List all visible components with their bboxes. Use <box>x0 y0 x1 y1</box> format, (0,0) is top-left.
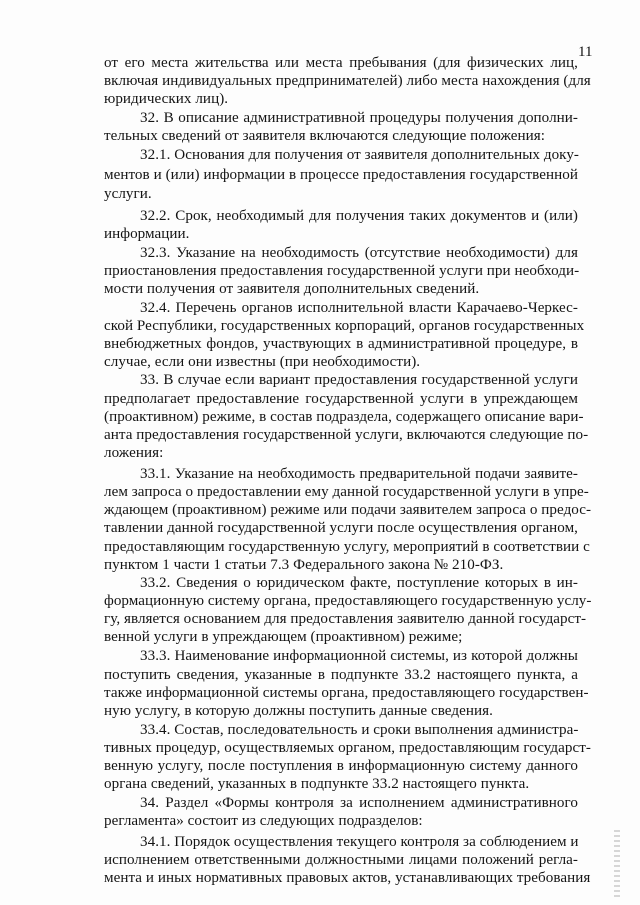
text-line: юридических лиц). <box>104 91 229 107</box>
text-line: предполагает предоставление государственной услуги в упреждающем <box>104 391 578 407</box>
text-line: 33.3. Наименование информационной системы, из которой должны <box>140 648 578 664</box>
text-line: 34. Раздел «Формы контроля за исполнением административного <box>140 795 578 811</box>
text-line: гу, является основанием для предоставления заявителю данной государст- <box>104 611 587 627</box>
text-line: предоставляющим государственную услугу, мероприятий в соответствии с <box>104 539 590 555</box>
text-line: лем запроса о предоставлении ему данной государственной услуги в упре- <box>104 484 589 500</box>
text-line: 32. В описание административной процедуры получения дополни- <box>140 110 578 126</box>
text-line: 33.1. Указание на необходимость предварительной подачи заявите- <box>140 466 578 482</box>
text-line: 32.1. Основания для получения от заявителя дополнительных доку- <box>140 147 580 163</box>
text-line: тельных сведений от заявителя включаются следующие положения: <box>104 128 546 144</box>
text-line: мости получения от заявителя дополнительных сведений. <box>104 281 480 297</box>
page-number: 11 <box>578 44 593 60</box>
scan-edge-mark <box>614 830 620 900</box>
text-line: формационную систему органа, предоставляющего государственную услу- <box>104 593 592 609</box>
text-line: ментов и (или) информации в процессе предоставления государственной <box>104 167 578 183</box>
text-line: мента и иных нормативных правовых актов, устанавливающих требования <box>104 870 591 886</box>
text-line: органа сведений, указанных в подпункте 33.2 настоящего пункта. <box>104 776 530 792</box>
text-line: 32.4. Перечень органов исполнительной власти Карачаево-Черкес- <box>140 300 578 316</box>
text-line: ской Республики, государственных корпораций, органов государственных <box>104 318 585 334</box>
text-line: также информационной системы органа, предоставляющего государствен- <box>104 685 589 701</box>
text-line: (проактивном) режиме, в состав подраздела, содержащего описание вари- <box>104 409 584 425</box>
text-line: приостановления предоставления государственной услуги при необходи- <box>104 263 580 279</box>
text-line: случае, если они известны (при необходимости). <box>104 354 421 370</box>
text-line: 33.2. Сведения о юридическом факте, поступление которых в ин- <box>140 575 578 591</box>
text-line: 34.1. Порядок осуществления текущего контроля за соблюдением и <box>140 834 579 850</box>
text-line: ную услугу, в которую должны поступить данные сведения. <box>104 703 493 719</box>
text-line: регламента» состоит из следующих подразделов: <box>104 813 423 829</box>
text-line: венную услугу, после поступления в информационную систему данного <box>104 758 578 774</box>
text-line: 33. В случае если вариант предоставления государственной услуги <box>140 372 578 388</box>
text-line: ждающем (проактивном) режиме или подачи заявителем запроса о предос- <box>104 502 592 518</box>
text-line: 32.3. Указание на необходимость (отсутствие необходимости) для <box>140 245 578 261</box>
text-line: от его места жительства или места пребывания (для физических лиц, <box>104 55 578 71</box>
text-line: 32.2. Срок, необходимый для получения таких документов и (или) <box>140 208 578 224</box>
text-line: исполнением ответственными должностными лицами положений регла- <box>104 852 578 868</box>
text-line: тавлении данной государственной услуги после осуществления органом, <box>104 520 578 536</box>
text-line: поступить сведения, указанные в подпункте 33.2 настоящего пункта, а <box>104 667 578 683</box>
text-line: информации. <box>104 226 190 242</box>
text-line: включая индивидуальных предпринимателей) либо места нахождения (для <box>104 73 591 89</box>
text-line: ложения: <box>104 445 164 461</box>
text-line: услуги. <box>104 186 152 202</box>
text-line: 33.4. Состав, последовательность и сроки выполнения администра- <box>140 722 579 738</box>
text-line: внебюджетных фондов, участвующих в административной процедуре, в <box>104 336 578 352</box>
text-line: пунктом 1 части 1 статьи 7.3 Федерального закона № 210-ФЗ. <box>104 557 504 573</box>
text-line: венной услуги в упреждающем (проактивном) режиме; <box>104 629 463 645</box>
text-line: анта предоставления государственной услуги, включаются следующие по- <box>104 427 589 443</box>
text-line: тивных процедур, осуществляемых органом, предоставляющим государст- <box>104 740 591 756</box>
